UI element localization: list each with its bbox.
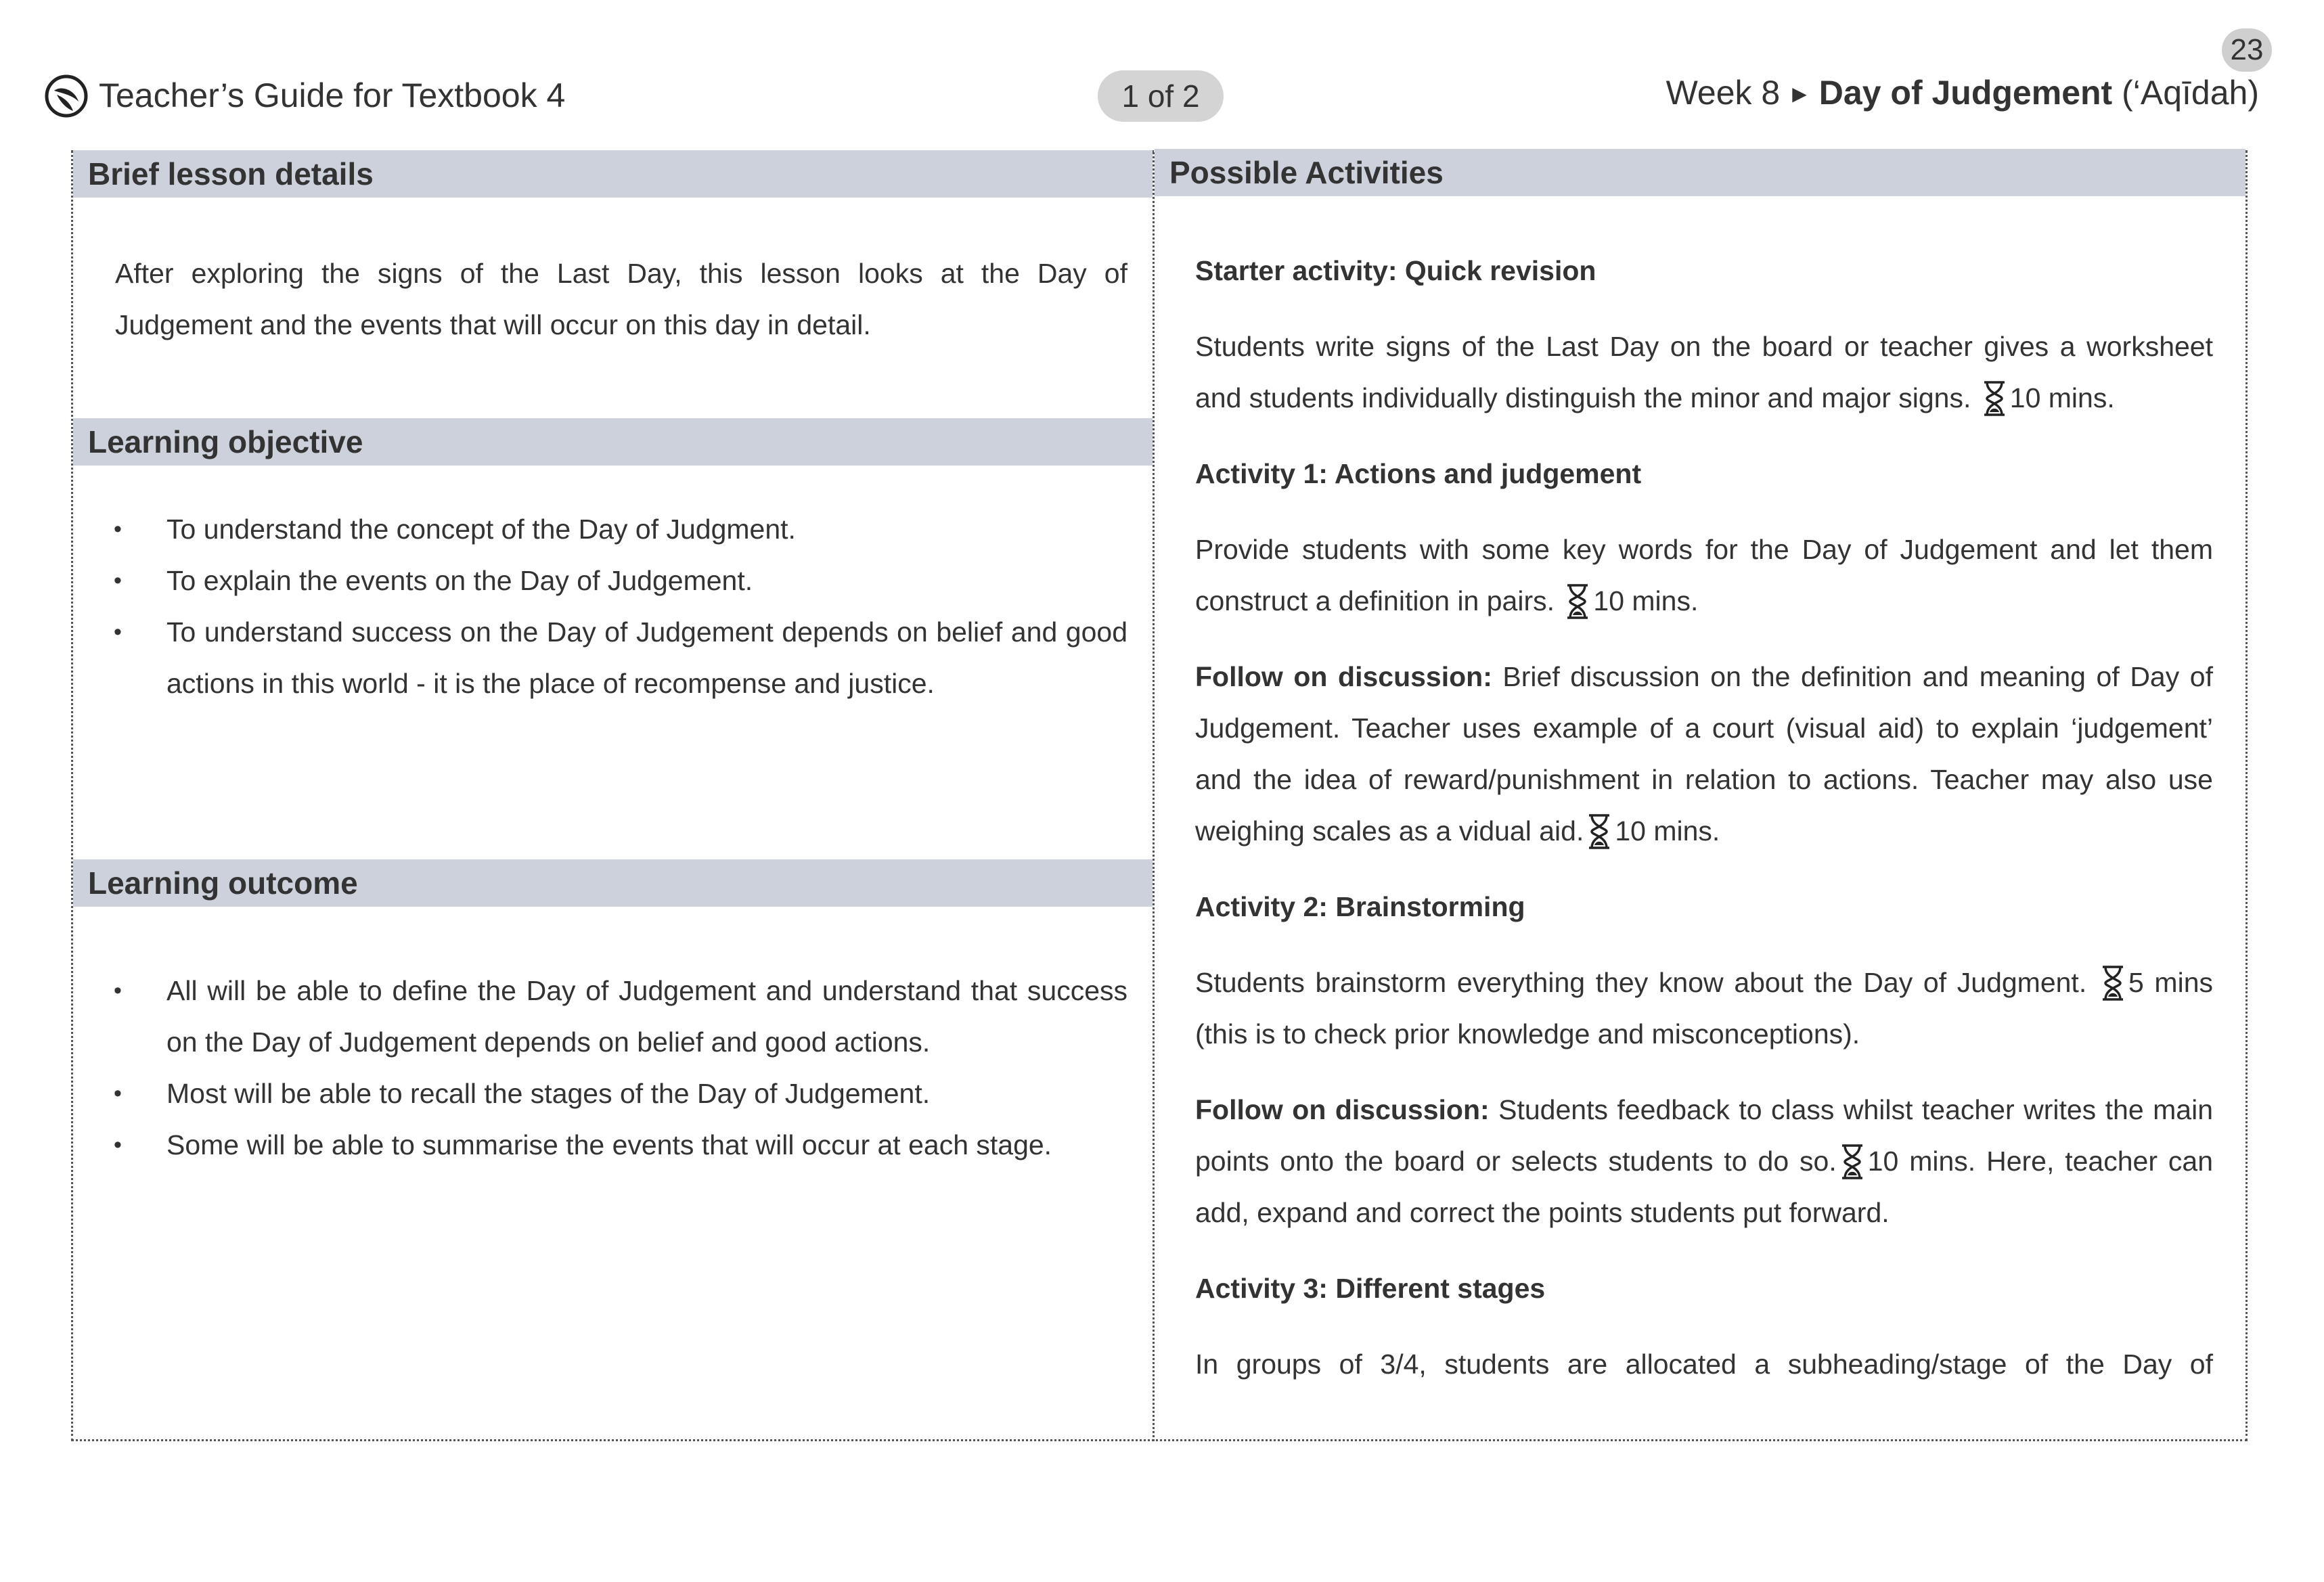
activity-1-text: Provide students with some key words for the Day of Judgement and let them construct a definition in pairs. 10 mins. <box>1195 524 2213 627</box>
hourglass-icon <box>1586 813 1612 850</box>
learning-objective-list <box>114 503 1127 709</box>
column-divider <box>1153 152 1155 1441</box>
learning-objective-heading: Learning objective <box>73 418 1153 466</box>
activities-content <box>1195 245 2213 1414</box>
list-item: • To understand the concept of the Day of Judgment. <box>114 503 1127 555</box>
possible-activities-heading: Possible Activities <box>1155 149 2245 196</box>
activity-2-text: Students brainstorm everything they know about the Day of Judgment. 5 mins (this is to check prior knowledge and misconceptions). <box>1195 957 2213 1060</box>
list-item: • All will be able to define the Day of Judgement and understand that success on the Day of Judgement depends on belief and good actions. <box>114 965 1127 1068</box>
hourglass-icon <box>1982 380 2007 417</box>
lesson-topic: Day of Judgement <box>1818 74 2113 112</box>
week-label: Week 8 <box>1666 74 1781 112</box>
starter-activity-text: Students write signs of the Last Day on the board or teacher gives a worksheet and students individually distinguish the minor and major signs. 10 mins. <box>1195 321 2213 424</box>
page-number: 23 <box>2222 28 2272 72</box>
hourglass-icon <box>1839 1144 1865 1180</box>
book-title: Teacher’s Guide for Textbook 4 <box>99 76 566 114</box>
hourglass-icon <box>1565 583 1590 620</box>
activity-2-followup: Follow on discussion: Students feedback to class whilst teacher writes the main points onto the board or selects students to do so. 10 mins. Here, teacher can add, expand and correct the points students put forward. <box>1195 1094 2213 1228</box>
brief-lesson-heading: Brief lesson details <box>73 150 1153 198</box>
hourglass-icon <box>2100 965 2126 1001</box>
list-item: • Most will be able to recall the stages of the Day of Judgement. <box>114 1068 1127 1119</box>
starter-activity-title: Starter activity: Quick revision <box>1195 255 1596 286</box>
lesson-category: (‘Aqīdah) <box>2122 74 2259 112</box>
activity-3-title: Activity 3: Different stages <box>1195 1273 1546 1304</box>
play-arrow-icon: ▶ <box>1792 83 1807 104</box>
learning-outcome-heading: Learning outcome <box>73 859 1153 907</box>
list-item: • To explain the events on the Day of Judgement. <box>114 555 1127 606</box>
brief-lesson-text: After exploring the signs of the Last Day, this lesson looks at the Day of Judgement and the events that will occur on this day in detail. <box>115 258 1127 340</box>
list-item: • Some will be able to summarise the events that will occur at each stage. <box>114 1119 1127 1171</box>
list-item: • To understand success on the Day of Judgement depends on belief and good actions in this world - it is the place of recompense and justice. <box>114 606 1127 709</box>
lesson-breadcrumb <box>1666 73 2259 112</box>
activity-1-followup: Follow on discussion: Brief discussion on the definition and meaning of Day of Judgement. Teacher uses example of a court (visual aid) to explain ‘judgement’ and the idea of reward/punishment in relation to actions. Teacher may also use weighing scales as a vidual aid. 10 mins. <box>1195 651 2213 857</box>
learning-outcome-list <box>114 965 1127 1171</box>
publisher-logo-icon <box>45 74 88 118</box>
activity-3-text: In groups of 3/4, students are allocated a subheading/stage of the Day of <box>1195 1349 2213 1380</box>
page-indicator: 1 of 2 <box>1098 70 1224 122</box>
activity-2-title: Activity 2: Brainstorming <box>1195 891 1525 922</box>
activity-1-title: Activity 1: Actions and judgement <box>1195 458 1642 489</box>
